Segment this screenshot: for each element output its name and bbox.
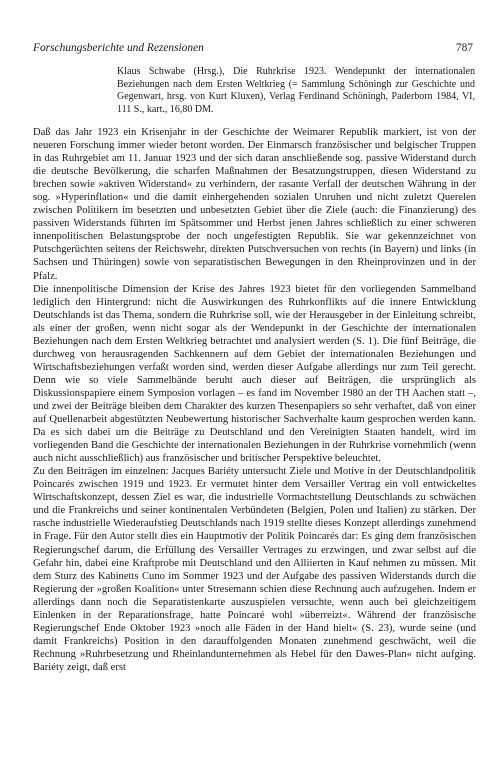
paragraph-context: Die innenpolitische Dimension der Krise des Jahres 1923 bietet für den vorliegenden Sammelband lediglich den Hintergrund: nicht die Auswirkungen des Ruhrkonflikts auf die innere Entwicklung Deutschlands ist das Thema, sondern die Ruhrkrise soll, wie der Herausgeber in der Einleitung schreibt, als einer der großen, wenn nicht sogar als der Wendepunkt in der Geschichte der internationalen Beziehungen nach dem Ersten Weltkrieg betrachtet und analysiert werden (S. 1). Die fünf Beiträge, die durchweg von herausragenden Sachkennern auf dem Gebiet der internationalen Beziehungen und Wirtschaftsbeziehungen verfaßt worden sind, werden dieser Aufgabe allerdings nur zum Teil gerecht. Denn wie so viele Sammelbände beruht auch dieser auf Beiträgen, die ursprünglich als Diskussionspapiere einem Symposion vorlagen – es fand im November 1980 an der TH Aachen statt –, und zwei der Beiträge bleiben dem Charakter des kurzen Thesenpapiers so sehr verhaftet, daß von einer auf Quellenarbeit abgestützten Neubewertung historischer Sachverhalte kaum gesprochen werden kann. Da es sich dabei um die Beiträge zu Deutschland und den Vereinigten Staaten handelt, wird im vorliegenden Band die Geschichte der internationalen Beziehungen in der Ruhrkrise vornehmlich (wenn auch nicht ausschließlich) aus französischer und britischer Perspektive beleuchtet.	[33, 283, 476, 465]
page-number: 787	[455, 42, 473, 54]
review-reference: Klaus Schwabe (Hrsg.), Die Ruhrkrise 1923. Wendepunkt der internationalen Beziehungen nach dem Ersten Weltkrieg (= Sammlung Schöningh zur Geschichte und Gegenwart, hrsg. von Kurt Kluxen), Verlag Ferdinand Schöningh, Paderborn 1984, VI, 111 S., kart., 16,80 DM.	[117, 66, 475, 115]
page-header	[33, 42, 473, 58]
paragraph-contributions: Zu den Beiträgen im einzelnen: Jacques Bariéty untersucht Ziele und Motive in der Deutschlandpolitik Poincarés zwischen 1919 und 1923. Er vermutet hinter dem Versailler Vertrag ein voll entwickeltes Wirtschaftskonzept, dessen Ziel es war, die industrielle Vormachtstellung Deutschlands zu schwächen und die Frankreichs und seiner kontinentalen Verbündeten (Belgien, Polen und Italien) zu stärken. Der rasche industrielle Wiederaufstieg Deutschlands nach 1919 stellte dieses Konzept allerdings zunehmend in Frage. Für den Autor stellt dies ein Hauptmotiv der Politik Poincarés dar: Es ging dem französischen Regierungschef darum, die Erfüllung des Versailler Vertrages zu erzwingen, und zwar selbst auf die Gefahr hin, dabei eine Kraftprobe mit Deutschland und den Alliierten in Kauf nehmen zu müssen. Mit dem Sturz des Kabinetts Cuno im Sommer 1923 und der Aufgabe des passiven Widerstands durch die Regierung der »großen Koalition« unter Stresemann schien diese Rechnung auch aufzugehen. Indem er allerdings dann noch die Separatistenkarte auszuspielen versuchte, wenn auch bei gleichzeitigem Einlenken in der Reparationsfrage, hatte Poincaré wohl »überreizt«. Während der französische Regierungschef Ende Oktober 1923 »noch alle Fäden in der Hand hielt« (S. 23), wurde seine (und damit Frankreichs) Position in den darauffolgenden Monaten zunehmend geschwächt, weil die Rechnung »Ruhrbesetzung und Rheinlandunternehmen als Hebel für den Dawes-Plan« nicht aufging. Bariéty zeigt, daß erst	[33, 466, 476, 673]
review-body	[33, 126, 476, 674]
paragraph-intro: Daß das Jahr 1923 ein Krisenjahr in der Geschichte der Weimarer Republik markiert, ist von der neueren Forschung immer wieder betont worden. Der Einmarsch französischer und belgischer Truppen in das Ruhrgebiet am 11. Januar 1923 und der sich daran anschließende sog. passive Widerstand durch die deutsche Bevölkerung, die scharfen Maßnahmen der Besatzungstruppen, diesen Widerstand zu brechen sowie »aktiven Widerstand« zu verhindern, der rasante Verfall der deutschen Währung in der sog. »Hyperinflation« und die damit einhergehenden sozialen Unruhen und nicht zuletzt Querelen zwischen Politikern im besetzten und unbesetzten Gebiet über die Ziele (auch: die Finanzierung) des passiven Widerstands führten im Spätsommer und Herbst jenen Jahres schließlich zu einer schweren innenpolitischen Belastungsprobe der noch ungefestigten Republik. Sie war gekennzeichnet von Putschgerüchten seitens der Reichswehr, direkten Putschversuchen von rechts (in Bayern) und links (in Sachsen und Thüringen) sowie von separatistischen Bewegungen in den Rheinprovinzen und in der Pfalz.	[33, 127, 476, 282]
running-title: Forschungsberichte und Rezensionen	[33, 42, 204, 54]
